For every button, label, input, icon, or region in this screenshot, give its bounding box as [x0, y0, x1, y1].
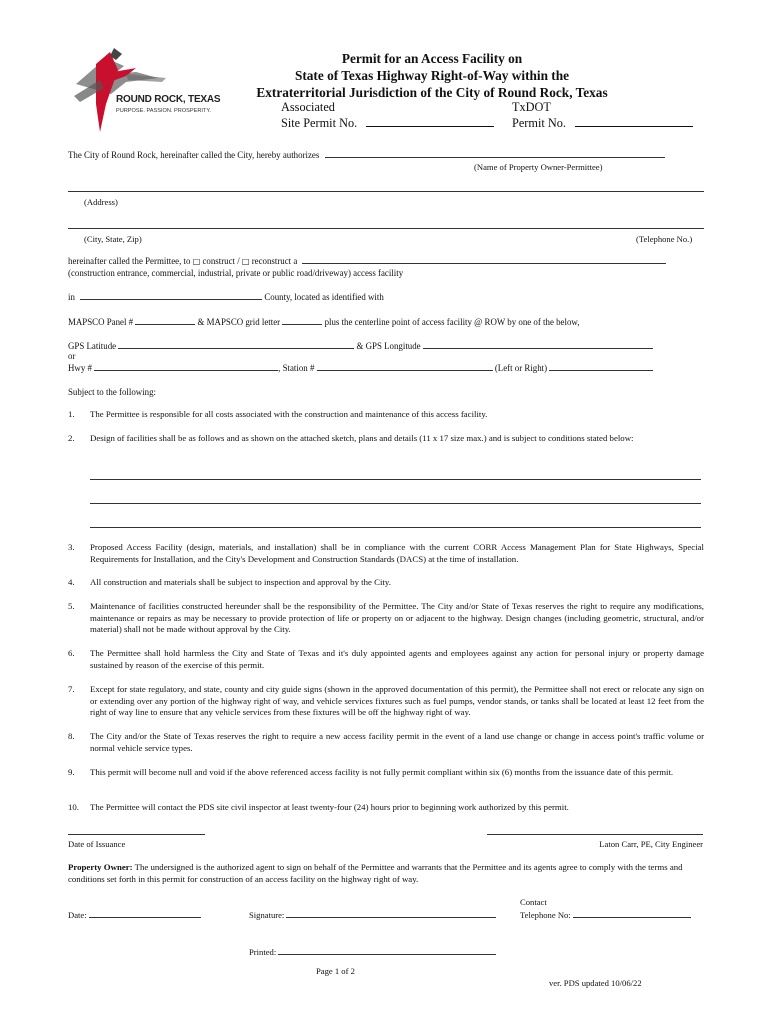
engineer-label: Laton Carr, PE, City Engineer [599, 839, 703, 849]
associated-label: Associated [281, 100, 335, 114]
condition-6 [68, 648, 704, 671]
logo-tagline: PURPOSE. PASSION. PROSPERITY. [116, 107, 211, 114]
condition-number: 7. [68, 684, 75, 694]
title-line-1: Permit for an Access Facility on [341, 51, 523, 66]
condition-number: 2. [68, 433, 75, 443]
hwy-label: Hwy # [68, 363, 92, 373]
condition-5 [68, 601, 704, 636]
county-field[interactable] [80, 291, 262, 300]
condition-8 [68, 731, 704, 754]
property-owner-text: The undersigned is the authorized agent to sign on behalf of the Permittee and warrants that the Permittee and its agents agree to comply with the terms and conditions set forth in this permit for construction of an access facility on the highway right of way. [68, 862, 683, 884]
owner-telephone-field[interactable] [573, 909, 691, 918]
txdot-permit-label: Permit No. [512, 116, 566, 130]
owner-printed-line [249, 946, 496, 958]
county-suffix: County, located as identified with [264, 292, 384, 302]
owner-signature-field[interactable] [286, 909, 496, 918]
gps-latitude-field[interactable] [118, 340, 354, 349]
condition-number: 10. [68, 802, 79, 812]
condition-number: 6. [68, 648, 75, 658]
date-of-issuance-field[interactable] [68, 834, 205, 835]
left-right-label: (Left or Right) [494, 363, 548, 373]
mapsco-panel-label: MAPSCO Panel # [68, 317, 134, 327]
owner-printed-field[interactable] [278, 946, 496, 955]
condition-10 [68, 802, 704, 814]
condition-4 [68, 577, 704, 589]
condition-text: The Permittee shall hold harmless the City and State of Texas and it's duly appointed agents and employees against any action for personal injury or property damage sustained by reason of the exercise of this permit. [90, 648, 704, 670]
owner-signature-line [249, 909, 496, 921]
document-title [226, 50, 638, 101]
condition-text: All construction and materials shall be subject to inspection and approval by the City. [90, 577, 391, 587]
condition-text: Proposed Access Facility (design, materials, and installation) shall be in compliance with the current CORR Access Management Plan for State Highways, Special Requirements for Installation, and the City's Development and Construction Standards (DACS) at the time of installation. [90, 542, 704, 564]
title-line-2: State of Texas Highway Right-of-Way within the [294, 68, 570, 83]
left-right-field[interactable] [549, 362, 653, 371]
owner-telephone-label: Telephone No: [520, 910, 571, 920]
design-line-1[interactable] [90, 479, 701, 480]
mapsco-panel-field[interactable] [135, 316, 195, 325]
station-label: , Station # [278, 363, 315, 373]
title-line-3: Extraterritorial Jurisdiction of the City of Round Rock, Texas [256, 85, 608, 100]
condition-number: 5. [68, 601, 75, 611]
city-caption: (City, State, Zip) [84, 234, 142, 244]
condition-number: 4. [68, 577, 75, 587]
condition-text: Design of facilities shall be as follows and as shown on the attached sketch, plans and details (11 x 17 size max.) and is subject to conditions stated below: [90, 433, 634, 443]
owner-telephone-line [520, 909, 691, 921]
owner-signature-label: Signature: [249, 910, 285, 920]
mapsco-grid-field[interactable] [282, 316, 322, 325]
site-permit-label: Site Permit No. [281, 116, 358, 130]
reconstruct-checkbox[interactable]: □ [241, 257, 250, 266]
mapsco-grid-label: & MAPSCO grid letter [197, 317, 281, 327]
condition-number: 8. [68, 731, 75, 741]
hwy-field[interactable] [94, 362, 278, 371]
version-note: ver. PDS updated 10/06/22 [549, 978, 642, 988]
owner-date-label: Date: [68, 910, 87, 920]
condition-text: Maintenance of facilities constructed hereunder shall be the responsibility of the Permittee. The City and/or State of Texas reserves the right to require any modifications, maintenance or repairs as may be necessary to provide protection of life or property on or adjacent to the highway. Design changes (including geometric, structural, and/or material) shall not be made without approval by the City. [90, 601, 704, 634]
city-state-zip-field[interactable] [68, 228, 704, 229]
condition-text: The Permittee will contact the PDS site civil inspector at least twenty-four (24) hours prior to beginning work authorized by this permit. [90, 802, 569, 812]
authorization-line [68, 149, 704, 161]
condition-number: 9. [68, 767, 75, 777]
hwy-line [68, 362, 704, 374]
condition-text: This permit will become null and void if the above referenced access facility is not fully permit compliant within six (6) months from the issuance date of this permit. [90, 767, 674, 777]
owner-caption: (Name of Property Owner-Permittee) [474, 162, 603, 172]
phone-caption: (Telephone No.) [636, 234, 693, 244]
hereinafter-text: hereinafter called the Permittee, to [68, 256, 191, 266]
condition-number: 1. [68, 409, 75, 419]
condition-2 [68, 433, 704, 445]
county-line [68, 291, 704, 303]
condition-9 [68, 767, 704, 779]
county-prefix: in [68, 292, 75, 302]
logo-text [116, 94, 220, 114]
condition-text: The City and/or the State of Texas reserves the right to require a new access facility permit in the event of a land use change or change in access point's traffic volume or normal vehicle service types. [90, 731, 704, 753]
engineer-signature-field[interactable] [487, 834, 703, 835]
mapsco-line [68, 316, 704, 328]
owner-date-line [68, 909, 201, 921]
condition-text: Except for state regulatory, and state, county and city guide signs (shown in the approved documentation of this permit), the Permittee shall not erect or relocate any sign on or extending over any portion of the highway right of way, and vehicle services fixtures such as fuel pumps, vendor stands, or tanks shall be located at least 12 feet from the right of way line to ensure that any vehicle services from these fixtures will be off the highway right of way. [90, 684, 704, 717]
gps-longitude-field[interactable] [423, 340, 653, 349]
reconstruct-label: reconstruct a [251, 256, 298, 266]
gps-latitude-label: GPS Latitude [68, 341, 117, 351]
subject-text: Subject to the following: [68, 387, 157, 397]
address-caption: (Address) [84, 197, 118, 207]
owner-contact-label: Contact [520, 897, 547, 907]
condition-7 [68, 684, 704, 719]
or-text: or [68, 351, 76, 361]
date-of-issuance-label: Date of Issuance [68, 839, 126, 849]
address-field[interactable] [68, 191, 704, 192]
facility-caption: (construction entrance, commercial, industrial, private or public road/driveway) access facility [68, 268, 404, 278]
permittee-line [68, 255, 704, 267]
round-rock-star-icon [66, 44, 216, 136]
site-permit-number-field[interactable] [366, 115, 494, 127]
facility-type-field[interactable] [302, 255, 666, 264]
condition-text: The Permittee is responsible for all costs associated with the construction and maintenance of this access facility. [90, 409, 488, 419]
associated-site-permit [281, 100, 494, 131]
owner-printed-label: Printed: [249, 947, 277, 957]
design-line-3[interactable] [90, 527, 701, 528]
city-logo [66, 44, 221, 136]
owner-name-field[interactable] [325, 149, 665, 158]
property-owner-label: Property Owner: [68, 862, 133, 872]
condition-1 [68, 409, 704, 421]
page-number: Page 1 of 2 [316, 966, 355, 976]
condition-number: 3. [68, 542, 75, 552]
station-field[interactable] [317, 362, 493, 371]
owner-date-field[interactable] [89, 909, 201, 918]
txdot-permit [512, 100, 693, 131]
condition-3 [68, 542, 704, 565]
construct-label: construct / [202, 256, 240, 266]
txdot-permit-number-field[interactable] [575, 115, 693, 127]
txdot-label: TxDOT [512, 100, 551, 114]
authorization-intro: The City of Round Rock, hereinafter called the City, hereby authorizes [68, 150, 320, 160]
construct-checkbox[interactable]: □ [192, 257, 201, 266]
gps-longitude-label: & GPS Longitude [356, 341, 421, 351]
property-owner-statement [68, 862, 704, 885]
mapsco-suffix: plus the centerline point of access facility @ ROW by one of the below, [324, 317, 580, 327]
logo-name: ROUND ROCK, TEXAS [116, 94, 221, 105]
design-line-2[interactable] [90, 503, 701, 504]
